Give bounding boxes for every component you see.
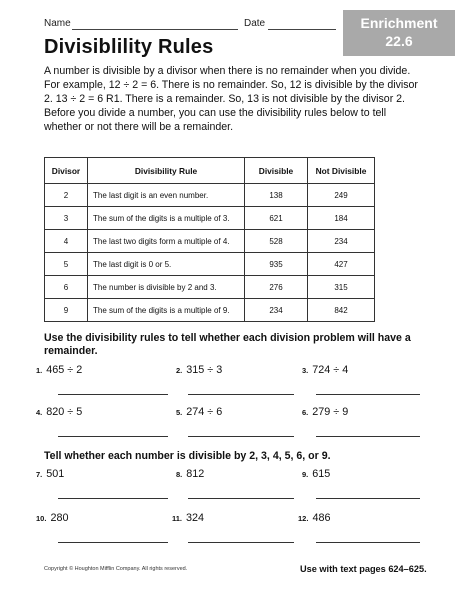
problem-number: 8. (176, 470, 183, 479)
not-divisible-cell: 315 (308, 276, 375, 299)
col-rule-header: Divisibility Rule (88, 158, 245, 184)
problem-number: 2. (176, 366, 183, 375)
badge-number: 22.6 (385, 33, 413, 49)
section1-instruction: Use the divisibility rules to tell whether each division problem will have a remainder. (44, 332, 411, 357)
rule-cell: The sum of the digits is a multiple of 9. (88, 299, 245, 322)
answer-line-6[interactable] (316, 436, 420, 437)
problem-9 (302, 468, 330, 480)
problem-number: 4. (36, 408, 43, 417)
problem-5 (176, 406, 222, 418)
table-row (45, 299, 375, 322)
problem-text: 274 ÷ 6 (186, 406, 223, 418)
table-row (45, 184, 375, 207)
problem-10 (36, 512, 68, 524)
problem-text: 280 (50, 512, 69, 524)
problem-8 (176, 468, 204, 480)
table-row (45, 230, 375, 253)
answer-line-11[interactable] (188, 542, 294, 543)
problem-6 (302, 406, 348, 418)
problem-text: 486 (312, 512, 331, 524)
problem-number: 7. (36, 470, 43, 479)
problem-number: 10. (36, 514, 47, 523)
not-divisible-cell: 184 (308, 207, 375, 230)
problem-2 (176, 364, 222, 376)
not-divisible-cell: 842 (308, 299, 375, 322)
badge-title: Enrichment (360, 15, 438, 31)
col-divisible-header: Divisible (245, 158, 308, 184)
answer-line-2[interactable] (188, 394, 294, 395)
problem-4 (36, 406, 82, 418)
not-divisible-cell: 234 (308, 230, 375, 253)
problem-number: 5. (176, 408, 183, 417)
table-row (45, 276, 375, 299)
problem-number: 12. (298, 514, 309, 523)
problem-11 (172, 512, 204, 524)
answer-line-1[interactable] (58, 394, 168, 395)
name-label: Name (44, 18, 71, 29)
answer-line-10[interactable] (58, 542, 168, 543)
problem-text: 724 ÷ 4 (312, 364, 349, 376)
answer-line-8[interactable] (188, 498, 294, 499)
intro-paragraph: A number is divisible by a divisor when there is no remainder when you divide. For example, 12 ÷ 2 = 6. There is no remainder. So, 12 is divisible by the divisor 2. 13 ÷ 2 = 6 R1. There is a remainder. So, 13 is not divisible by the divisor 2. Before you divide a number, you can use the divisibility rules below to tell whether or not there will be a remainder. (44, 65, 418, 133)
problem-text: 279 ÷ 9 (312, 406, 349, 418)
problem-7 (36, 468, 64, 480)
copyright-notice: Copyright © Houghton Mifflin Company. All rights reserved. (44, 566, 188, 572)
divisible-cell: 528 (245, 230, 308, 253)
problem-text: 465 ÷ 2 (46, 364, 83, 376)
problem-text: 315 ÷ 3 (186, 364, 223, 376)
page-title: Divisiblility Rules (44, 36, 214, 58)
problem-number: 1. (36, 366, 43, 375)
rule-cell: The last two digits form a multiple of 4. (88, 230, 245, 253)
problem-number: 6. (302, 408, 309, 417)
answer-line-5[interactable] (188, 436, 294, 437)
use-with-pages: Use with text pages 624–625. (300, 564, 427, 574)
rule-cell: The number is divisible by 2 and 3. (88, 276, 245, 299)
problem-text: 820 ÷ 5 (46, 406, 83, 418)
divisor-cell: 3 (45, 207, 88, 230)
col-divisor-header: Divisor (45, 158, 88, 184)
divisor-cell: 2 (45, 184, 88, 207)
not-divisible-cell: 249 (308, 184, 375, 207)
divisor-cell: 4 (45, 230, 88, 253)
problem-number: 11. (172, 514, 183, 523)
problem-text: 615 (312, 468, 331, 480)
divisibility-rules-table (44, 157, 375, 322)
table-row (45, 253, 375, 276)
section2-instruction: Tell whether each number is divisible by 2, 3, 4, 5, 6, or 9. (44, 450, 331, 462)
divisible-cell: 138 (245, 184, 308, 207)
enrichment-badge (343, 10, 455, 56)
answer-line-7[interactable] (58, 498, 168, 499)
divisible-cell: 276 (245, 276, 308, 299)
divisible-cell: 234 (245, 299, 308, 322)
divisible-cell: 621 (245, 207, 308, 230)
date-label: Date (244, 18, 266, 29)
answer-line-12[interactable] (316, 542, 420, 543)
col-not-divisible-header: Not Divisible (308, 158, 375, 184)
divisor-cell: 6 (45, 276, 88, 299)
problem-1 (36, 364, 82, 376)
rule-cell: The last digit is an even number. (88, 184, 245, 207)
not-divisible-cell: 427 (308, 253, 375, 276)
answer-line-4[interactable] (58, 436, 168, 437)
table-header-row (45, 158, 375, 184)
divisor-cell: 9 (45, 299, 88, 322)
date-field[interactable] (268, 29, 336, 30)
problem-text: 324 (186, 512, 205, 524)
divisor-cell: 5 (45, 253, 88, 276)
problem-number: 9. (302, 470, 309, 479)
name-field[interactable] (72, 29, 238, 30)
rule-cell: The last digit is 0 or 5. (88, 253, 245, 276)
divisible-cell: 935 (245, 253, 308, 276)
rule-cell: The sum of the digits is a multiple of 3. (88, 207, 245, 230)
problem-3 (302, 364, 348, 376)
problem-number: 3. (302, 366, 309, 375)
answer-line-9[interactable] (316, 498, 420, 499)
problem-text: 501 (46, 468, 65, 480)
problem-12 (298, 512, 330, 524)
answer-line-3[interactable] (316, 394, 420, 395)
problem-text: 812 (186, 468, 205, 480)
table-row (45, 207, 375, 230)
